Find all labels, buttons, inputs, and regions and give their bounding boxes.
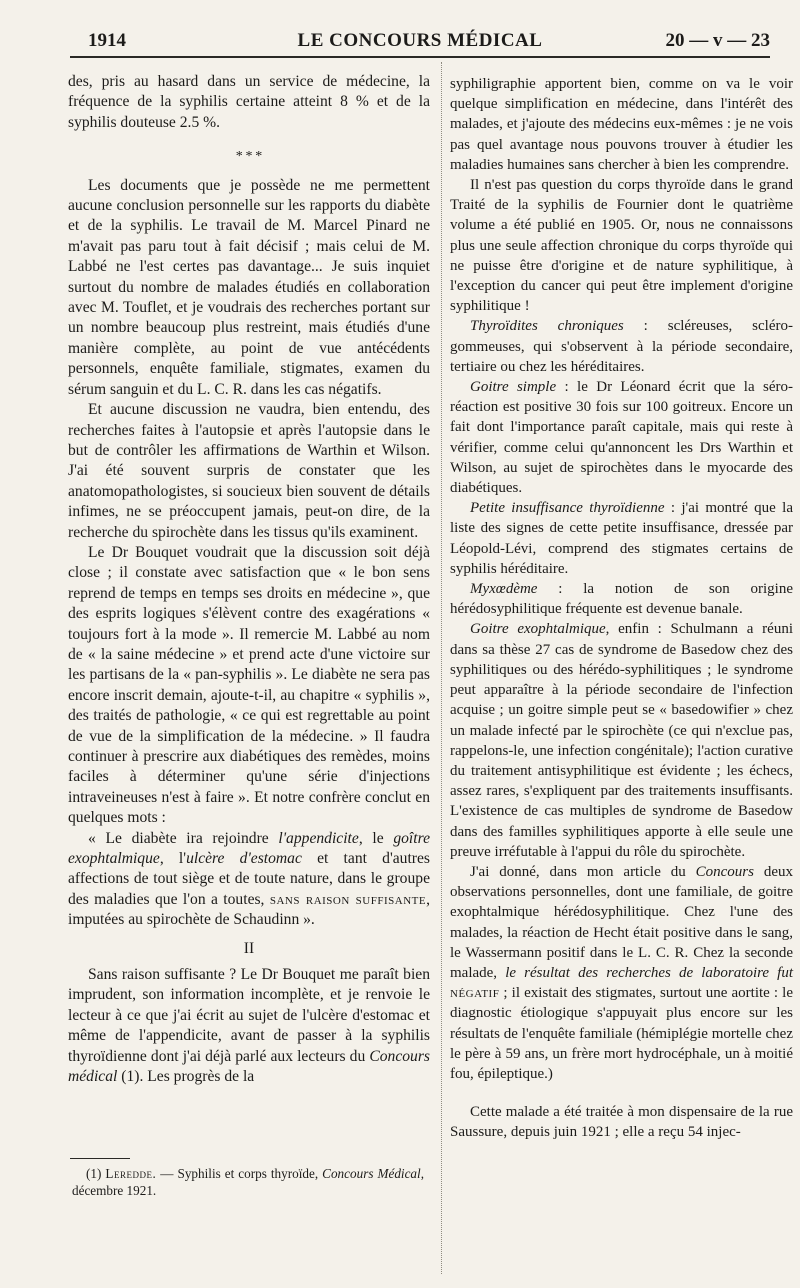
paragraph-thyroidites: Thyroïdites chroniques : scléreuses, scléro-gommeuses, qui s'observent à la période secondaire, tertiaire ou chez les héréditaires. — [450, 318, 793, 375]
page-number: 1914 — [88, 30, 126, 51]
footnote-rule — [70, 1158, 130, 1159]
journal-title: LE CONCOURS MÉDICAL — [297, 30, 543, 51]
paragraph-goitre-simple: Goitre simple : le Dr Léonard écrit que la séro-réaction est positive 30 fois sur 100 goitreux. Encore un fait dont l'importance paraît capitale, mais qui reste à vérifier, comme celui qu'annoncent les Drs Warthin et Wilson, au sujet de spirochètes dans le myocarde des diabétiques. — [450, 379, 793, 497]
paragraph-goitre-exophtalmique: Goitre exophtalmique, enfin : Schulmann a réuni dans sa thèse 27 cas de syndrome de Basedow chez des syphilitiques ou des hérédo-syphilitiques ; le syndrome peut apparaître à la période secondaire de l'infection acquise ; un goitre simple peut se « basedowifier » chez un malade infecté par le spirochète (ce qui n'exclue pas, rappelons-le, une infection congénitale); l'action curative du traitement antisyphilitique est évidente ; les échecs, assez rares, s'expliquent par des traitements insuffisants. L'existence de cas multiples de syndrome de Basedow dans des familles syphilitiques apporte à elle seule une preuve irréfutable à l'appui du rôle du spirochète. — [450, 621, 793, 860]
left-column — [68, 72, 430, 1088]
paragraph-statistics: des, pris au hasard dans un service de médecine, la fréquence de la syphilis certaine atteint 8 % et de la syphilis douteuse 2.5 %. — [68, 73, 430, 131]
paragraph-myxoedeme: Myxœdème : la notion de son origine hérédosyphilitique fréquente est devenue banale. — [450, 581, 793, 618]
paragraph-syphiligraphie: syphiligraphie apportent bien, comme on va le voir quelque simplification en médecine, dans l'intérêt des malades, et j'ajoute des médecins eux-mêmes : je ne vois pas quel avantage nous pouvons trouver à étudier les maladies humaines sans chercher à bien les comprendre. — [450, 76, 793, 173]
paragraph-documents: Les documents que je possède ne me permettent aucune conclusion personnelle sur les rapports du diabète et de la syphilis. Le travail de M. Marcel Pinard ne m'avait pas paru tout à fait décisif ; mais celui de M. Labbé ne l'est certes pas davantage... Je suis inquiet surtout du nombre de malades étudiés en collaboration avec M. Touflet, et je voudrais des recherches portant sur un nombre beaucoup plus restreint, mais étudiés d'une manière complète, au point de vue antécédents personnels, enquête familiale, stigmates, examen du sérum sanguin et du L. C. R. dans les cas négatifs. — [68, 176, 430, 398]
paragraph-observations: J'ai donné, dans mon article du Concours deux observations personnelles, dont une familiale, de goitre exophtalmique hérédosyphilitique. Chez l'une des malades, la réaction de Hecht était positive dans le sang, le Wassermann positif dans le L. C. R. Chez la seconde malade, le résultat des recherches de laboratoire fut négatif ; il existait des stigmates, surtout une aortite : le diagnostic étiologique s'appuyait plus encore sur les résultats de l'enquête familiale (hémiplégie mortelle chez le père à 59 ans, un frère mort hydrocéphale, un à moitié fou, épileptique.) — [450, 863, 793, 1082]
section-heading-ii: II — [243, 939, 255, 957]
paragraph-fournier: Il n'est pas question du corps thyroïde dans le grand Traité de la syphilis de Fournier dont le quatrième volume a été publié en 1905. Or, nous ne connaissons plus une seule affection chronique du corps thyroïde qui ne puisse être d'origine et de nature syphilitique, à l'exception du cancer qui peut être implement d'origine syphilitique ! — [450, 177, 793, 315]
paragraph-bouquet: Le Dr Bouquet voudrait que la discussion soit déjà close ; il constate avec satisfaction que « le bon sens reprend de temps en temps ses droits en médecine », que des esprits logiques s'élèvent contre des exagérations « toujours fort à la mode ». Il remercie M. Labbé au nom de « la saine médecine » et prend acte d'une victoire sur les partisans de la « pan-syphilis ». Le diabète ne sera pas encore inscrit demain, ajoute-t-il, au chapitre « syphilis », des traités de pathologie, « ce qui est regrettable au point de vue de la simplification de la médecine. » Il faudra continuer à prescrire aux diabétiques des remèdes, moins faciles à déterminer qu'une série d'injections intraveineuses n'est à faire ». Et notre confrère conclut en quelques mots : — [68, 543, 430, 827]
paragraph-reply: Sans raison suffisante ? Le Dr Bouquet me paraît bien imprudent, son information incomplète, et je renvoie le lecteur à ce que j'ai écrit au sujet de l'ulcère d'estomac et même de l'appendicite, avant de passer à la syphilis thyroïdienne dont j'ai déjà parlé aux lecteurs du Concours médical (1). Les progrès de la — [68, 966, 430, 1086]
paragraph-insuffisance: Petite insuffisance thyroïdienne : j'ai montré que la liste des signes de cette petite insuffisance, dressée par Léopold-Lévi, comprend des stigmates certains de syphilis héréditaire. — [450, 500, 793, 577]
page-header — [70, 28, 770, 58]
paragraph-autopsy: Et aucune discussion ne vaudra, bien entendu, des recherches faites à l'autopsie et après l'autopsie dans le but de contrôler les affirmations de Warthin et Wilson. J'ai été souvent surpris de constater que les anatomopathologistes, si soucieux bien souvent de détails infimes, ne se préoccupent jamais, peut-on dire, de la recherche du spirochète dans les tissus qu'ils examinent. — [68, 401, 430, 541]
column-divider — [441, 62, 442, 1274]
issue-date: 20 — v — 23 — [665, 30, 770, 51]
paragraph-dispensaire: Cette malade a été traitée à mon dispensaire de la rue Saussure, depuis juin 1921 ; elle a reçu 54 injec- — [450, 1104, 793, 1141]
right-column — [450, 74, 793, 1143]
footnote: (1) Leredde. — Syphilis et corps thyroïde, Concours Médical, décembre 1921. — [72, 1166, 424, 1198]
section-asterism: * * * — [235, 149, 263, 165]
paragraph-quote: « Le diabète ira rejoindre l'appendicite, le goître exophtalmique, l'ulcère d'estomac et tant d'autres affections de tout siège et de toute nature, dans le groupe des maladies que l'on a toutes, sans raison suffisante, imputées au spirochète de Schaudinn ». — [68, 829, 430, 929]
